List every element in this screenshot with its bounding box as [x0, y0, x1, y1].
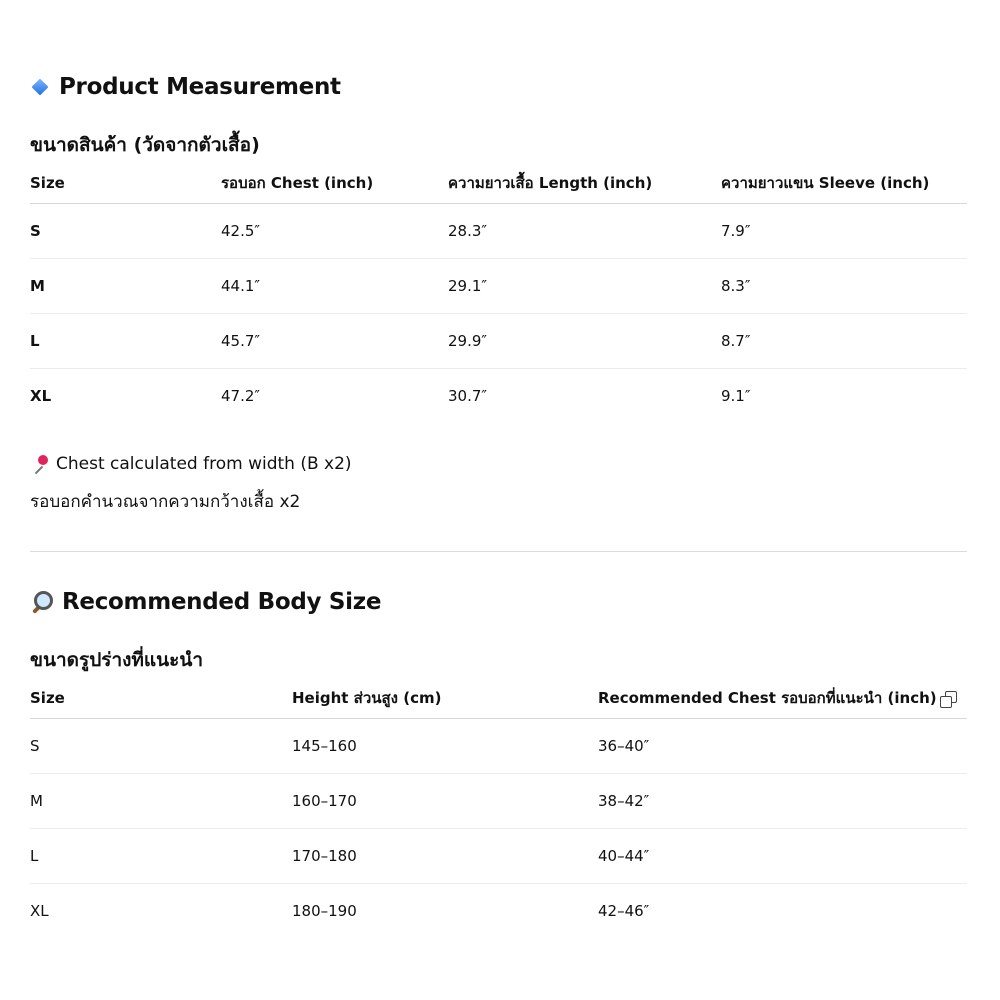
table-row — [30, 884, 967, 939]
table-row — [30, 204, 967, 259]
section-divider — [30, 551, 967, 552]
size-cell: S — [30, 719, 292, 774]
length-cell: 29.9″ — [448, 314, 721, 369]
column-header-recommended-chest-label: Recommended Chest รอบอกที่แนะนำ (inch) — [598, 689, 937, 707]
product-measurement-subtitle: ขนาดสินค้า (วัดจากตัวเสื้อ) — [30, 134, 260, 156]
column-header-chest: รอบอก Chest (inch) — [221, 163, 448, 204]
size-cell: M — [30, 774, 292, 829]
recommended-body-size-title-text: Recommended Body Size — [62, 589, 382, 615]
size-cell: M — [30, 259, 221, 314]
table-row — [30, 774, 967, 829]
chest-cell: 36–40″ — [598, 719, 967, 774]
chest-cell: 42–46″ — [598, 902, 650, 920]
chest-cell: 40–44″ — [598, 829, 967, 884]
table-row — [30, 369, 967, 424]
diamond-icon — [32, 79, 49, 96]
recommended-body-size-table — [30, 678, 967, 938]
chest-cell: 42.5″ — [221, 204, 448, 259]
size-cell: S — [30, 204, 221, 259]
column-header-sleeve: ความยาวแขน Sleeve (inch) — [721, 163, 967, 204]
table-row — [30, 719, 967, 774]
column-header-recommended-chest — [598, 678, 967, 719]
length-cell: 28.3″ — [448, 204, 721, 259]
pushpin-icon — [30, 454, 50, 474]
table-row — [30, 314, 967, 369]
length-cell: 29.1″ — [448, 259, 721, 314]
sleeve-cell: 8.3″ — [721, 259, 967, 314]
product-measurement-table — [30, 163, 967, 423]
height-cell: 180–190 — [292, 902, 357, 920]
recommended-body-size-subtitle: ขนาดรูปร่างที่แนะนำ — [30, 649, 204, 671]
chest-cell: 47.2″ — [221, 387, 261, 405]
chest-cell: 45.7″ — [221, 314, 448, 369]
table-header-row — [30, 163, 967, 204]
height-cell: 170–180 — [292, 829, 598, 884]
column-header-length: ความยาวเสื้อ Length (inch) — [448, 163, 721, 204]
height-cell: 145–160 — [292, 719, 598, 774]
table-row — [30, 829, 967, 884]
copy-icon[interactable] — [939, 690, 957, 708]
table-header-row — [30, 678, 967, 719]
magnifier-icon — [30, 590, 54, 614]
chest-note-text: Chest calculated from width (B x2) — [56, 454, 352, 474]
size-cell: L — [30, 829, 292, 884]
chest-note-line1 — [30, 454, 352, 474]
product-measurement-title — [30, 74, 341, 100]
column-header-height: Height ส่วนสูง (cm) — [292, 678, 598, 719]
height-cell: 160–170 — [292, 774, 598, 829]
recommended-body-size-title — [30, 589, 381, 615]
sleeve-cell: 9.1″ — [721, 387, 751, 405]
size-cell: XL — [30, 387, 52, 405]
column-header-size: Size — [30, 163, 221, 204]
table-row — [30, 259, 967, 314]
sleeve-cell: 8.7″ — [721, 314, 967, 369]
product-measurement-title-text: Product Measurement — [59, 74, 341, 100]
size-cell: XL — [30, 902, 49, 920]
length-cell: 30.7″ — [448, 387, 488, 405]
chest-cell: 44.1″ — [221, 259, 448, 314]
size-cell: L — [30, 314, 221, 369]
chest-cell: 38–42″ — [598, 774, 967, 829]
column-header-size: Size — [30, 678, 292, 719]
sleeve-cell: 7.9″ — [721, 204, 967, 259]
chest-note-line2: รอบอกคำนวณจากความกว้างเสื้อ x2 — [30, 492, 301, 512]
